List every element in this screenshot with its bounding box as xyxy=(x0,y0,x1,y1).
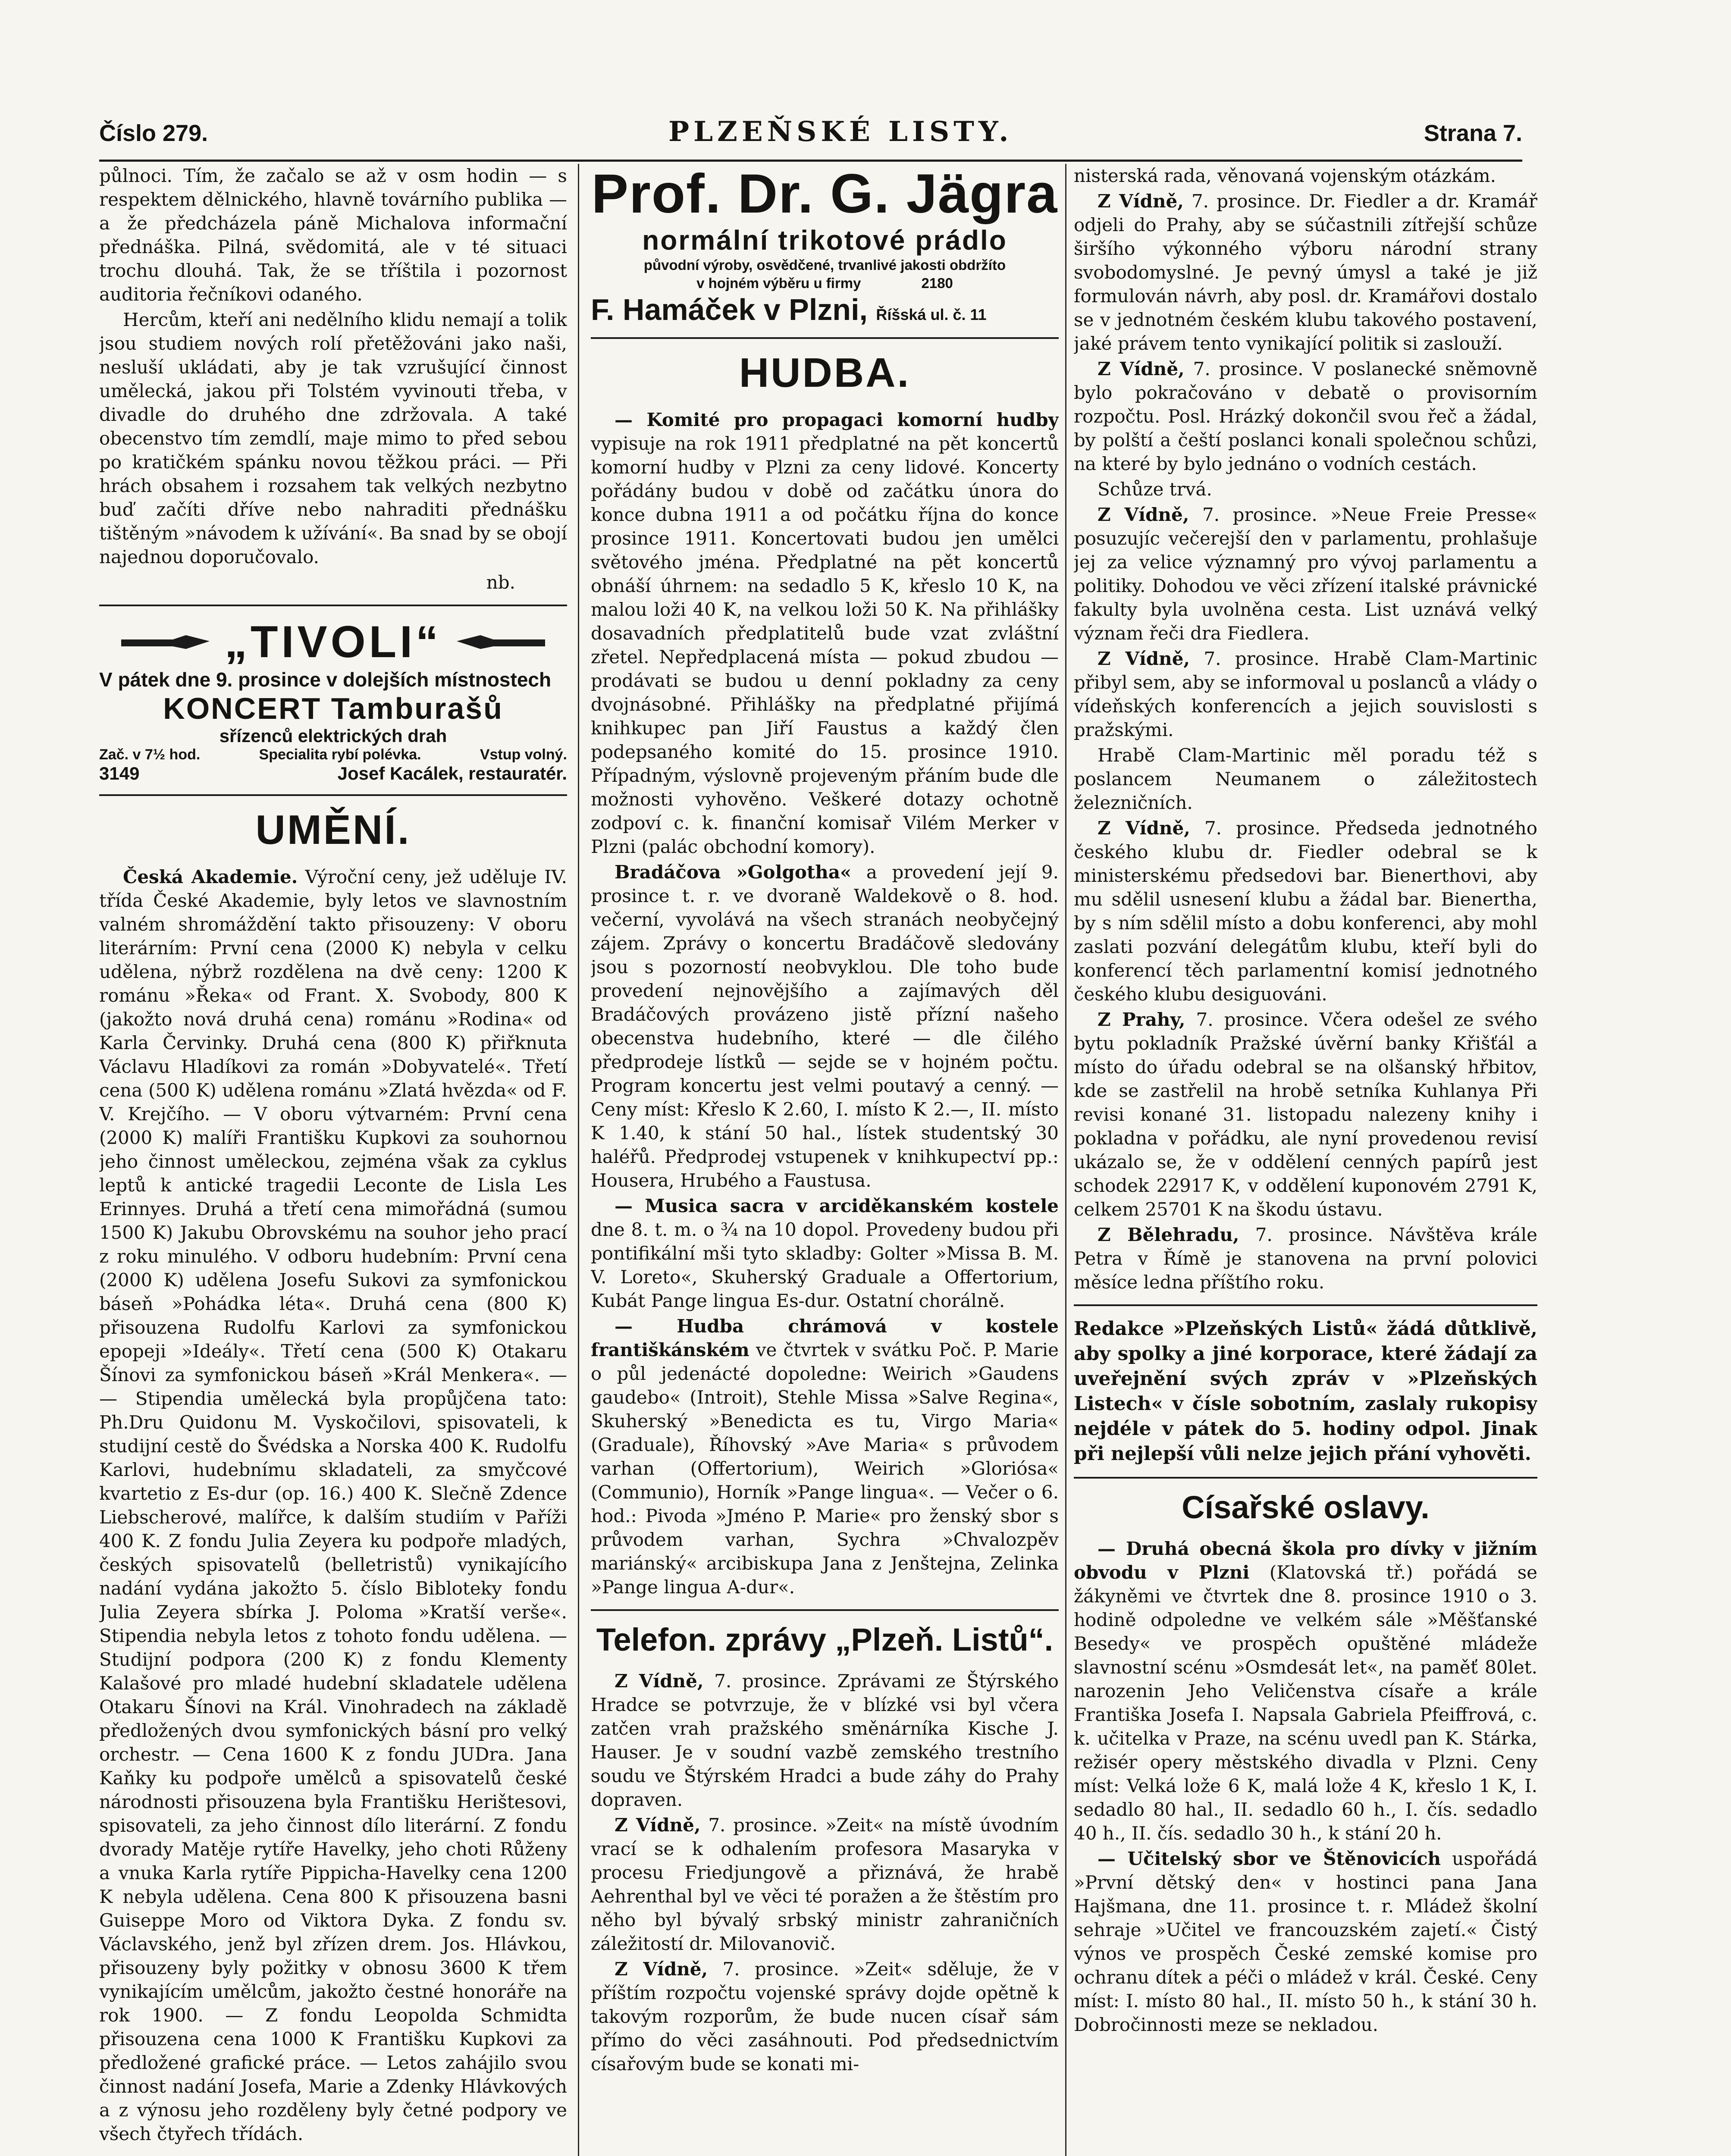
tivoli-title-row xyxy=(99,617,567,668)
newspaper-title: PLZEŇSKÉ LISTY. xyxy=(668,116,1013,148)
article-paragraph xyxy=(591,408,1059,859)
divider xyxy=(99,794,567,796)
jagra-quality: původní výroby, osvědčené, trvanlivé jakosti obdržíto xyxy=(643,257,1006,273)
ad-number: 2180 xyxy=(921,275,953,291)
page-header xyxy=(99,116,1522,154)
article-lead: Z Prahy, xyxy=(1098,1009,1185,1030)
article-text: Výroční ceny, jež uděluje IV. třída České Akademie, byly letos ve slavnostním valném shromáždění takto přisouzeny: V oboru literárním: První cena (2000 K) nebyla v celku udělena, nýbrž rozdělena na dvě ceny: 1200 K románu »Řeka« od Frant. X. Svobody, 800 K (jakožto nová druhá cena) románu »Rodina« od Karla Červinky. Druhá cena (800 K) přiřknuta Václavu Hladíkovi za román »Dobyvatelé«. Třetí cena (500 K) udělena románu »Zlatá hvězda« od F. V. Krejčího. — V oboru výtvarném: První cena (2000 K) malíři Františku Kupkovi za souhornou jeho činnost uměleckou, zejména však za cyklus leptů k antické tragedii Leconte de Lisla Les Erinnyes. Druhá a třetí cena mimořádná (sumou 1500 K) Jakubu Obrovskému na souhor jeho prací z roku minulého. V odboru hudebním: První cena (2000 K) udělena Josefu Sukovi za symfonickou báseň »Pohádka léta«. Druhá cena (800 K) přisouzena Rudolfu Karlovi za symfonickou epopeji »Ideály«. Třetí cena (500 K) Otakaru Šínovi za symfonickou báseň »Král Menkera«. — — Stipendia umělecká byla propůjčena tato: Ph.Dru Quidonu M. Vyskočilovi, spisovateli, k studijní cestě do Švédska a Norska 400 K. Rudolfu Karlovi, hudebnímu skladateli, za smyčcové kvartetio z Es-dur (op. 16.) 400 K. Slečně Zdence Liebscherové, malířce, k dalším studiím v Paříži 400 K. Z fondu Julia Zeyera ku podpoře mladých, českých spisovatelů (belletristů) vynikajícího nadání vydána jakožto 5. číslo Bibloteky fondu Julia Zeyera sbírka J. Poloma »Kratší verše«. Stipendia nebyla letos z tohoto fondu udělena. — Studijní podpora (200 K) z fondu Klementy Kalašové pro mladé hudební skladatele udělena Otakaru Šínovi na Král. Vinohradech na základě předložených dvou symfonických básní pro velký orchestr. — Cena 1600 K z fondu JUDra. Jana Kaňky ku podpoře umělců a spisovatelů české národnosti přisouzena byla Františku Herištesovi, spisovateli, za jeho činnost dílo literární. Z fondu dvorady Matěje rytíře Havelky, jeho choti Růženy a vnuka Karla rytíře Pippicha-Havelky cena 1200 K nebyla udělena. Cena 800 K přisouzena basni Guiseppe Moro od Viktora Dyka. Z fondu sv. Václavského, jenž byl zřízen drem. Jos. Hlávkou, přisouzeny byly požitky v obnosu 3600 K třem vynikajícím umělcům, jakožto čestné honoráře na rok 1900. — Z fondu Leopolda Schmidta přisouzena cena 1000 K Františku Kupkovi za předložené grafické práce. — Letos zahájilo svou činnost nadání Josefa, Marie a Zdenky Hlávkových a z výnosu jeho rozděleny byly četné podpory ve všech čtyřech třídách. xyxy=(99,866,567,2144)
article-text: ve čtvrtek v svátku Poč. P. Marie o půl jedenácté dopoledne: Weirich »Gaudens gaudebo« (Introit), Stehle Missa »Salve Regina«, Skuherský »Benedicta es tu, Virgo Maria« (Graduale), Říhovský »Ave Maria« s průvodem varhan (Offertorium), Weirich »Gloriósa« (Communio), Horník »Pange lingua«. — Večer o 6. hod.: Pivoda »Jméno P. Marie« pro ženský sbor s průvodem varhan, Sychra »Chvalozpěv mariánský« arcibiskupa Jana z Jenštejna, Zelinka »Pange lingua A-dur«. xyxy=(591,1339,1059,1598)
article-paragraph: Hercům, kteří ani nedělního klidu nemají a tolik jsou studiem nových rolí přetěžováni jako naši, nesluší ukládati, aby je tak vzrušující činnost umělecká, jakou při Tolstém vyvinouti třeba, v divadle do druhého dne zdržovala. A také obecenstvo tím zemdlí, maje mimo to před sebou po kratičkém spánku novou těžkou práci. — Při hrách obsahem i rozsahem tak velkých nezbytno buď začíti dříve nebo nahraditi přednášku tištěným »návodem k užívání«. Ba snad by se obojí najednou doporučovalo. xyxy=(99,309,567,567)
article-paragraph xyxy=(1074,357,1537,476)
tivoli-date: V pátek dne 9. prosince v dolejších místnostech xyxy=(99,668,552,691)
article-paragraph xyxy=(1074,477,1537,501)
tivoli-concert: KONCERT Tamburašů xyxy=(163,692,503,725)
article-paragraph xyxy=(1074,1537,1537,1845)
article-text: a provedení její 9. prosince t. r. ve dvoraně Waldekově o 8. hod. večerní, vyvolává na všech stranách neobyčejný zájem. Zprávy o koncertu Bradáčově sledovány jsou s pozorností neobvyklou. Dle toho bude provedení nejnovějšího a zajímavých děl Bradáčových provázeno jistě přízní našeho obecenstva hudebního, které — dle čilého předprodeje lístků — sejde se v hojném počtu. Program koncertu jest velmi poutavý a cenný. — Ceny míst: Křeslo K 2.60, I. místo K 2.—, II. místo K 1.40, k stání 50 hal., lístek studentský 30 haléřů. Předprodej vstupenek v knihkupectví pp.: Housera, Hrubého a Faustusa. xyxy=(591,862,1059,1191)
tivoli-details xyxy=(99,746,567,763)
column-right xyxy=(1074,164,1537,2156)
jagra-seller-row xyxy=(591,292,1059,327)
issue-number: Číslo 279. xyxy=(99,120,208,146)
article-text: Hrabě Clam-Martinic měl poradu též s poslancem Neumanem o záležitostech železničních. xyxy=(1074,745,1537,813)
jagra-selection: v hojném výběru u firmy xyxy=(696,275,861,291)
header-rule xyxy=(99,160,1522,162)
article-paragraph xyxy=(591,1813,1059,1955)
tivoli-advertisement xyxy=(99,617,567,784)
jagra-product: normální trikotové prádlo xyxy=(642,225,1007,256)
tivoli-specialty: Specialita rybí polévka. xyxy=(259,746,421,763)
article-text: 7. prosince. Předseda jednotného českého klubu dr. Fiedler odebral se k ministerskému předsedovi bar. Bienerthovi, aby mu sdělil usnesení klubu a žádal bar. Bienertha, by s ním sdělil místo a dobu konferenci, aby mohl zaslati pozvání delegátům klubu, kteří byli do konferencí těch parlamentní komisí jednotného českého klubu desiguováni. xyxy=(1074,818,1537,1005)
article-lead: Z Vídně, xyxy=(615,1959,708,1980)
divider xyxy=(591,1609,1059,1611)
tivoli-title: „TIVOLI“ xyxy=(224,617,442,667)
article-text: 7. prosince. V poslanecké sněmovně bylo pokračováno v debatě o provisorním rozpočtu. Posl. Hrázký dokončil svou řeč a žádal, by polští a čeští poslanci konali společnou schůzi, na které by bylo jednáno o vodních cestách. xyxy=(1074,358,1537,474)
pointing-hand-left-icon xyxy=(455,632,545,653)
jagra-seller: F. Hamáček v Plzni, xyxy=(591,293,868,326)
section-title-oslavy: Císařské oslavy. xyxy=(1182,1489,1430,1525)
column-divider xyxy=(578,164,579,2156)
tivoli-footer xyxy=(99,763,567,784)
section-title-hudba: HUDBA. xyxy=(739,350,911,396)
article-lead: Česká Akademie. xyxy=(123,866,298,887)
article-paragraph xyxy=(1074,1008,1537,1221)
column-middle xyxy=(591,164,1059,2156)
article-paragraph xyxy=(591,1957,1059,2076)
article-lead: Z Bělehradu, xyxy=(1098,1224,1239,1245)
jagra-selection-row xyxy=(591,274,1059,292)
article-text: 7. prosince. Dr. Fiedler a dr. Kramář odjeli do Prahy, aby se súčastnili zítřejší schůze širšího výkonného výboru národní strany svobodomyslné. Je pevný úmysl a také je již formulován návrh, aby posl. dr. Kramářovi dostalo se v jednotném českém klubu takového postavení, jaké právem tento vynikající politik si zaslouží. xyxy=(1074,191,1537,354)
article-continuation: nisterská rada, věnovaná vojenským otázkám. xyxy=(1074,165,1496,186)
article-lead: — Učitelský sbor ve Štěnovicích xyxy=(1098,1848,1441,1869)
article-paragraph xyxy=(1074,503,1537,645)
article-paragraph xyxy=(99,865,567,2146)
article-paragraph xyxy=(591,860,1059,1192)
article-paragraph xyxy=(1074,743,1537,815)
article-lead: Z Vídně, xyxy=(1098,648,1190,669)
article-paragraph xyxy=(1074,1847,1537,2037)
article-text: 7. prosince. »Zeit« na místě úvodním vrací se k odhalením profesora Masaryka v procesu Friedjungově a přiznává, že hrabě Aehrenthal byl ve věci té poražen a že štěstím pro něho byl bývalý srbský ministr zahraničních záležitostí dr. Milovanovič. xyxy=(591,1814,1059,1954)
article-lead: — Druhá obecná škola pro dívky v jižním obvodu v Plzni xyxy=(1074,1538,1537,1583)
section-title-telefon: Telefon. zprávy „Plzeň. Listů“. xyxy=(596,1622,1054,1658)
article-text: 7. prosince. »Neue Freie Presse« posuzujíc večerejší den v parlamentu, prohlašuje jej za velice významný pro vývoj parlamentu a politiky. Dohodou ve věci zřízení italské právnické fakulty byla uvolněna cesta. List uznává velký význam řeči dra Fiedlera. xyxy=(1074,504,1537,644)
divider xyxy=(1074,1477,1537,1479)
article-text: uspořádá »První dětský den« v hostinci pana Jana Hajšmana, dne 11. prosince t. r. Mládež školní sehraje »Učitel ve francouzském zajetí.« Čistý výnos ve prospěch České zemské komise pro ochranu dítek a péči o mládež v král. České. Ceny míst: I. místo 80 hal., II. místo 50 h., k stání 30 h. Dobročinnosti meze se nekladou. xyxy=(1074,1848,1537,2035)
article-lead: Z Vídně, xyxy=(1098,504,1189,525)
ad-number: 3149 xyxy=(99,763,140,783)
article-text: dne 8. t. m. o ¾ na 10 dopol. Provedeny budou při pontifikální mši tyto skladby: Golter »Missa B. M. V. Loreto«, Skuherský Graduale a Offertorium, Kubát Pange lingua Es-dur. Ostatní chorálně. xyxy=(591,1219,1059,1311)
column-divider xyxy=(1065,164,1066,2156)
article-text: 7. prosince. Zprávami ze Štýrského Hradce se potvrzuje, že v blízké vsi byl včera zatčen vrah pražského směnárníka Kische J. Hauser. Je v soudní vazbě zemského trestního soudu ve Štýrském Hradci a bude záhy do Prahy dopraven. xyxy=(591,1670,1059,1810)
article-paragraph xyxy=(1074,647,1537,742)
article-lead: — Musica sacra v arciděkanském kostele xyxy=(615,1195,1059,1216)
article-text: Schůze trvá. xyxy=(1098,479,1212,500)
divider xyxy=(591,337,1059,339)
article-paragraph xyxy=(591,1314,1059,1599)
article-paragraph xyxy=(1074,816,1537,1006)
pointing-hand-right-icon xyxy=(121,632,212,653)
tivoli-entry: Vstup volný. xyxy=(480,746,567,763)
article-text: vypisuje na rok 1911 předplatné na pět koncertů komorní hudby v Plzni za ceny lidové. Koncerty pořádány budou v době od začátku února do konce dubna 1911 a od počátku října do konce prosince 1911. Koncertovati budou jen umělci světového jména. Předplatné na pět koncertů obnáší úhrnem: na sedadlo 5 K, křeslo 10 K, na malou loži 40 K, na velkou loži 50 K. Na přihlášky dosavadních předplatitelů bude vzat zvláštní zřetel. Nepředplacená místa — pokud zbudou — prodávati se budou u denní pokladny za ceny dvojnásobné. Přihlášky na předplatné přijímá knihkupec pan Jiří Faustus a každý člen podepsaného komité do 15. prosince 1910. Případným, výslovně projeveným přáním bude dle možnosti vyhověno. Veškeré dotazy ochotně zodpoví c. k. finanční komisař Vilém Merker v Plzni (palác obchodní komory). xyxy=(591,433,1059,857)
jagra-address: Říšská ul. č. 11 xyxy=(876,306,987,323)
article-lead: Z Vídně, xyxy=(615,1670,704,1692)
article-paragraph xyxy=(591,1194,1059,1313)
article-text: 7. prosince. Hrabě Clam-Martinic přibyl sem, aby se informoval u poslanců a vlády o vídeňských konferencích a jejich souvislosti s pražskými. xyxy=(1074,648,1537,740)
article-text: 7. prosince. Včera odešel ze svého bytu pokladník Pražské úvěrní banky Křišťál a místo do úřadu odebral se na olšanský hřbitov, kde se zastřelil na hrobě setníka Kuhlanya Při revisi konané 31. listopadu nalezeny knihy i pokladna v pořádku, ale nyní provedenou revisí ukázalo se, že v oddělení cenných papírů jest schodek 22917 K, v oddělení kuponovém 2791 K, celkem 25701 K na škodu ústavu. xyxy=(1074,1009,1537,1220)
tivoli-owner: Josef Kacálek, restauratér. xyxy=(337,763,567,783)
column-left xyxy=(99,164,567,2156)
article-text: (Klatovská tř.) pořádá se žákyněmi ve čtvrtek dne 8. prosince 1910 o 3. hodině odpoledne ve velkém sále »Měšťanské Besedy« ve prospěch opuštěné mládeže slavnostní scénu »Osmdesát let«, na paměť 80let. narozenin Jeho Veličenstva císaře a krále Františka Josefa I. Napsala Gabriela Pfeiffrová, c. k. učitelka v Praze, na scénu uvedl pan K. Stárka, režisér opery městského divadla v Plzni. Ceny míst: Velká lože 6 K, malá lože 4 K, křeslo 1 K, I. sedadlo 80 hal., II. sedadlo 60 h., I. čís. sedadlo 40 h., II. čís. sedadlo 30 h., k stání 20 h. xyxy=(1074,1562,1537,1844)
article-text: 7. prosince. Návštěva krále Petra v Římě je stanovena na první polovici měsíce ledna příštího roku. xyxy=(1074,1224,1537,1293)
article-lead: Z Vídně, xyxy=(1098,358,1185,379)
divider xyxy=(99,605,567,606)
editorial-notice: Redakce »Plzeňských Listů« žádá důtklivě, aby spolky a jiné korporace, které žádají za uveřejnění svých zpráv v »Plzeňských Listech« v čísle sobotním, zaslaly rukopisy nejdéle v pátek do 5. hodiny odpol. Jinak při nejlepší vůli nelze jejich přání vyhověti. xyxy=(1074,1318,1537,1465)
article-lead: Z Vídně, xyxy=(1098,191,1184,212)
article-paragraph xyxy=(591,1669,1059,1811)
section-title-umeni: UMĚNÍ. xyxy=(255,807,411,853)
article-paragraph xyxy=(1074,189,1537,355)
page-number: Strana 7. xyxy=(1424,120,1522,146)
article-paragraph xyxy=(1074,1223,1537,1294)
tivoli-start: Zač. v 7½ hod. xyxy=(99,746,201,763)
author-signature: nb. xyxy=(486,572,515,593)
jagra-brand: Prof. Dr. G. Jägra xyxy=(591,164,1058,225)
article-lead: Z Vídně, xyxy=(1098,818,1190,839)
article-text: 7. prosince. »Zeit« sděluje, že v příštím rozpočtu vojenské správy dojde opětně k takovým rozporům, že bude nucen císař sám přímo do věci zasáhnouti. Pod předsednictvím císařovým bude se konati mi- xyxy=(591,1959,1059,2075)
divider xyxy=(1074,1304,1537,1306)
article-lead: Bradáčova »Golgotha« xyxy=(615,862,852,883)
jagra-advertisement xyxy=(591,164,1059,327)
article-lead: — Komité pro propagaci komorní hudby xyxy=(615,409,1059,430)
article-paragraph: půlnoci. Tím, že začalo se až v osm hodin — s respektem dělnického, hlavně továrního publika — a že předcházela páně Michalova informační přednáška. Pilná, svědomitá, ale v té situaci trochu dlouhá. Tak, že se tříštila i pozornost auditoria řečníkovi odaného. xyxy=(99,165,567,305)
tivoli-performers: sřízenců elektrických drah xyxy=(219,726,447,746)
article-lead: — Hudba chrámová v kostele františkánském xyxy=(591,1316,1059,1360)
article-lead: Z Vídně, xyxy=(615,1814,701,1836)
